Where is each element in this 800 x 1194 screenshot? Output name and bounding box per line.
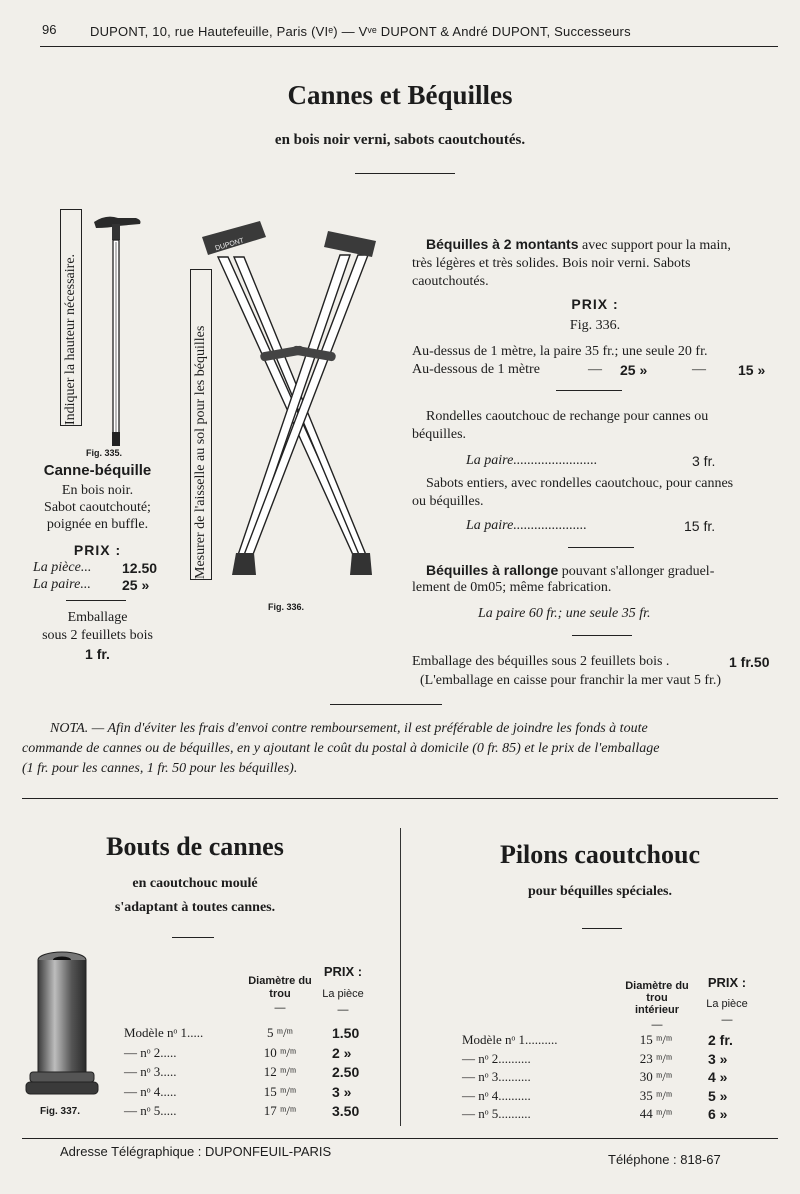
fig336-fig-ref: Fig. 336. bbox=[569, 318, 621, 333]
pilons-col-prix: PRIX : bbox=[707, 975, 747, 990]
fig336-prix: PRIX : bbox=[571, 296, 619, 312]
bouts-fig: Fig. 337. bbox=[40, 1106, 81, 1117]
page-number: 96 bbox=[42, 22, 57, 37]
pilons-col-diam-dash: — bbox=[651, 1019, 663, 1031]
fig336-below-label: Au-dessous de 1 mètre bbox=[412, 362, 540, 377]
pilons-row-diam: 23 ᵐ/ᵐ bbox=[639, 1050, 673, 1066]
bouts-title: Bouts de cannes bbox=[106, 832, 284, 861]
rondelles-1: Rondelles caoutchouc de rechange pour cannes ou bbox=[426, 409, 709, 424]
fig335-desc-1: En bois noir. bbox=[61, 483, 134, 498]
fig335-piece-label: La pièce... bbox=[33, 560, 92, 575]
bouts-col-diam-dash: — bbox=[274, 1002, 286, 1014]
bouts-row-price: 1.50 bbox=[332, 1025, 360, 1041]
page-title: Cannes et Béquilles bbox=[287, 80, 513, 110]
rallonge-1: pouvant s'allonger graduel- bbox=[558, 564, 715, 579]
rondelles-price: 3 fr. bbox=[692, 453, 716, 469]
fig335-emballage-1: Emballage bbox=[67, 610, 128, 625]
pilons-row-price: 2 fr. bbox=[708, 1032, 733, 1048]
fig335-paire-label: La paire... bbox=[33, 577, 91, 592]
bouts-row-diam: 5 ᵐ/ᵐ bbox=[266, 1025, 294, 1040]
pilons-title: Pilons caoutchouc bbox=[499, 840, 701, 869]
fig335-desc-3: poignée en buffle. bbox=[46, 517, 149, 532]
bouts-row-label: — nᵒ 2..... bbox=[124, 1044, 177, 1060]
bouts-row-price: 3.50 bbox=[332, 1103, 360, 1119]
bouts-row-price: 3 » bbox=[332, 1083, 352, 1100]
rondelles-price-label: La paire........................ bbox=[466, 453, 598, 468]
cane-illustration bbox=[88, 210, 148, 450]
bouts-rule bbox=[172, 937, 214, 938]
publisher-header: DUPONT, 10, rue Hautefeuille, Paris (VIᵉ) — Vᵛᵉ DUPONT & André DUPONT, Successeurs bbox=[90, 24, 631, 39]
fig336-above: Au-dessus de 1 mètre, la paire 35 fr.; une seule 20 fr. bbox=[412, 344, 708, 359]
nota-line-1: NOTA. — Afin d'éviter les frais d'envoi contre remboursement, il est préférable de joindre les fonds à toute bbox=[50, 721, 648, 736]
bouts-col-piece: La pièce bbox=[322, 988, 364, 1000]
bouts-row-diam: 15 ᵐ/ᵐ bbox=[263, 1083, 297, 1099]
fig335-paire-price: 25 » bbox=[122, 577, 150, 593]
fig336-below-single: 15 » bbox=[738, 362, 766, 378]
pilons-row-diam: 44 ᵐ/ᵐ bbox=[639, 1106, 673, 1121]
header-rule bbox=[40, 46, 778, 47]
sabots-price: 15 fr. bbox=[684, 518, 716, 534]
pilons-row-label: Modèle nᵒ 1.......... bbox=[462, 1032, 558, 1047]
bouts-row-label: — nᵒ 3..... bbox=[124, 1064, 177, 1079]
footer-address: Adresse Télégraphique : DUPONFEUIL-PARIS bbox=[60, 1144, 332, 1159]
pilons-col-piece: La pièce bbox=[706, 998, 748, 1010]
pilons-row-diam: 30 ᵐ/ᵐ bbox=[639, 1069, 673, 1084]
emballage-beq-1-price: 1 fr.50 bbox=[729, 654, 770, 670]
sabots-price-label: La paire..................... bbox=[466, 518, 587, 533]
rallonge-title: Béquilles à rallonge bbox=[426, 562, 559, 578]
bouts-sub-2: s'adaptant à toutes cannes. bbox=[114, 900, 276, 915]
bouts-row-label: — nᵒ 4..... bbox=[124, 1083, 177, 1099]
height-label: Indiquer la hauteur nécessaire. bbox=[60, 209, 82, 426]
sabots-2: ou béquilles. bbox=[412, 494, 484, 509]
emballage-beq-1: Emballage des béquilles sous 2 feuillets bois . bbox=[412, 654, 670, 669]
fig335-caption: Fig. 335. bbox=[86, 448, 123, 458]
page-subtitle: en bois noir verni, sabots caoutchoutés. bbox=[274, 132, 526, 148]
fig336-desc-3: caoutchoutés. bbox=[412, 274, 489, 289]
fig336-desc-2: très légères et très solides. Bois noir verni. Sabots bbox=[412, 256, 691, 271]
footer-phone: Téléphone : 818-67 bbox=[608, 1152, 721, 1167]
rallonge-line1 bbox=[426, 562, 714, 580]
pilons-sub: pour béquilles spéciales. bbox=[527, 884, 673, 899]
bouts-row-label: — nᵒ 5..... bbox=[124, 1103, 177, 1118]
title-rule bbox=[355, 173, 455, 174]
section-divider bbox=[22, 798, 778, 799]
pilons-row-diam: 35 ᵐ/ᵐ bbox=[639, 1087, 673, 1103]
fig335-prix: PRIX : bbox=[73, 542, 122, 558]
bouts-row-diam: 17 ᵐ/ᵐ bbox=[263, 1103, 297, 1118]
pilons-row-label: — nᵒ 5.......... bbox=[462, 1106, 531, 1121]
bouts-row-diam: 12 ᵐ/ᵐ bbox=[263, 1064, 297, 1079]
fig336-desc-1: avec support pour la main, bbox=[578, 238, 731, 253]
pilons-col-piece-dash: — bbox=[721, 1014, 733, 1026]
column-divider bbox=[400, 828, 401, 1126]
bouts-row-diam: 10 ᵐ/ᵐ bbox=[263, 1044, 297, 1060]
fig336-below-dash1: — bbox=[588, 362, 602, 377]
fig336-rule-3 bbox=[572, 635, 632, 636]
pilons-row-label: — nᵒ 3.......... bbox=[462, 1069, 531, 1084]
cane-tip-illustration bbox=[20, 950, 100, 1105]
bouts-sub-1: en caoutchouc moulé bbox=[132, 876, 258, 891]
bouts-col-diam: Diamètre du trou bbox=[248, 975, 312, 1000]
nota-line-2: commande de cannes ou de béquilles, en y ajoutant le coût du postal à domicile (0 fr. 85) et le prix de l'emballage bbox=[22, 741, 660, 756]
pilons-row-price: 5 » bbox=[708, 1087, 728, 1104]
fig336-rule-1 bbox=[556, 390, 622, 391]
armpit-label: Mesurer de l'aisselle au sol pour les béquilles bbox=[190, 269, 212, 580]
fig336-intro-line1 bbox=[426, 236, 731, 254]
rondelles-2: béquilles. bbox=[412, 427, 467, 442]
fig336-rule-2 bbox=[568, 547, 634, 548]
pilons-row-label: — nᵒ 2.......... bbox=[462, 1050, 531, 1066]
rallonge-price: La paire 60 fr.; une seule 35 fr. bbox=[478, 606, 651, 621]
fig335-rule bbox=[66, 600, 126, 601]
pilons-rule bbox=[582, 928, 622, 929]
emballage-beq-2: (L'emballage en caisse pour franchir la mer vaut 5 fr.) bbox=[420, 673, 722, 688]
fig335-desc-2: Sabot caoutchouté; bbox=[44, 500, 151, 515]
rallonge-2: lement de 0m05; même fabrication. bbox=[412, 580, 612, 595]
pilons-row-price: 4 » bbox=[708, 1069, 728, 1085]
nota-line-3: (1 fr. pour les cannes, 1 fr. 50 pour les béquilles). bbox=[22, 761, 298, 776]
bouts-row-price: 2 » bbox=[332, 1044, 352, 1061]
bouts-col-piece-dash: — bbox=[337, 1004, 349, 1016]
sabots-1: Sabots entiers, avec rondelles caoutchouc, pour cannes bbox=[426, 476, 734, 491]
fig336-caption: Fig. 336. bbox=[268, 602, 305, 612]
footer-rule bbox=[22, 1138, 778, 1139]
nota-rule bbox=[330, 704, 442, 705]
crutches-illustration bbox=[200, 215, 390, 590]
fig335-emballage-3: 1 fr. bbox=[85, 646, 110, 662]
crutch-brand: DUPONT bbox=[214, 237, 245, 253]
pilons-row-diam: 15 ᵐ/ᵐ bbox=[639, 1032, 673, 1047]
pilons-col-diam: Diamètre du trou intérieur bbox=[625, 980, 689, 1016]
bouts-col-prix: PRIX : bbox=[323, 964, 363, 979]
fig336-below-dash2: — bbox=[692, 362, 706, 377]
fig335-name: Canne-béquille bbox=[43, 462, 152, 479]
fig335-piece-price: 12.50 bbox=[122, 560, 158, 576]
pilons-row-label: — nᵒ 4.......... bbox=[462, 1087, 531, 1103]
fig335-emballage-2: sous 2 feuillets bois bbox=[42, 628, 153, 643]
fig336-below-pair: 25 » bbox=[620, 362, 648, 378]
bouts-row-price: 2.50 bbox=[332, 1064, 360, 1080]
pilons-row-price: 3 » bbox=[708, 1050, 728, 1067]
fig336-title: Béquilles à 2 montants bbox=[426, 236, 579, 252]
pilons-row-price: 6 » bbox=[708, 1106, 728, 1122]
bouts-row-label: Modèle nᵒ 1..... bbox=[124, 1025, 204, 1040]
